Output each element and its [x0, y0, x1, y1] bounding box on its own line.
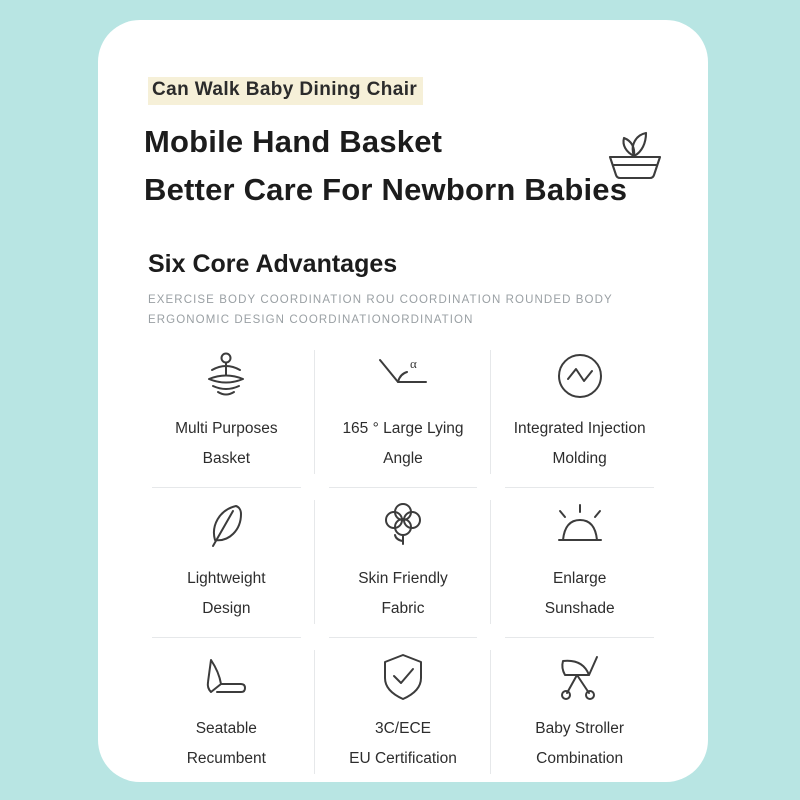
feature-caption-line-1: Enlarge: [552, 570, 607, 587]
feature-caption-line-2: Combination: [536, 750, 624, 768]
feature-caption: [187, 714, 266, 774]
feature-caption-line-1: 3C/ECE: [374, 720, 431, 737]
feature-caption: [349, 714, 457, 774]
feature-item-integrated-injection-molding: [491, 338, 668, 488]
product-poster-card: [98, 20, 708, 782]
subcopy-line-1: EXERCISE BODY COORDINATION ROU COORDINATION ROUNDED BODY: [148, 294, 613, 306]
sunshade-icon: [544, 498, 616, 556]
feature-caption: [175, 414, 278, 474]
seat-recline-icon: [190, 648, 262, 706]
feature-caption-line-1: Baby Stroller: [535, 720, 625, 737]
feature-caption: [358, 564, 448, 624]
shield-check-icon: [367, 648, 439, 706]
section-subcopy: [148, 290, 658, 330]
feature-item-lightweight-design: [138, 488, 315, 638]
feature-item-enlarge-sunshade: [491, 488, 668, 638]
feature-caption-line-1: 165 ° Large Lying: [342, 420, 464, 437]
feature-caption: [545, 564, 615, 624]
feature-caption: [535, 714, 624, 774]
feature-caption-line-1: Skin Friendly: [358, 570, 448, 587]
feature-caption-line-2: Sunshade: [544, 600, 615, 618]
cotton-flower-icon: [367, 498, 439, 556]
subcopy-line-2: ERGONOMIC DESIGN COORDINATIONORDINATION: [148, 314, 474, 327]
feature-item-multi-purposes-basket: [138, 338, 315, 488]
feather-icon: [190, 498, 262, 556]
feature-caption-line-1: Integrated Injection: [513, 420, 646, 437]
feature-caption: [342, 414, 463, 474]
feature-caption-line-2: Design: [202, 600, 251, 618]
feature-item-skin-friendly-fabric: [315, 488, 492, 638]
baby-basket-icon: [600, 125, 670, 185]
circle-wave-icon: [544, 348, 616, 406]
feature-caption: [514, 414, 646, 474]
headline-block: [144, 118, 644, 214]
feature-caption-line-1: Lightweight: [187, 570, 266, 587]
headline-line-1: Mobile Hand Basket: [144, 124, 443, 159]
tagline-badge: Can Walk Baby Dining Chair: [148, 77, 423, 105]
feature-item-eu-certification: [315, 638, 492, 788]
feature-caption-line-2: Recumbent: [186, 750, 266, 768]
baby-on-basket-icon: [190, 348, 262, 406]
headline-line-2: Better Care For Newborn Babies: [144, 172, 628, 208]
feature-caption-line-1: Multi Purposes: [175, 420, 278, 437]
feature-item-seatable-recumbent: [138, 638, 315, 788]
features-grid: [138, 338, 668, 788]
feature-caption-line-2: Molding: [552, 450, 607, 468]
section-title: Six Core Advantages: [148, 250, 398, 278]
angle-recline-icon: [367, 348, 439, 406]
feature-caption-line-2: Basket: [202, 450, 251, 468]
feature-caption: [187, 564, 265, 624]
svg-text:α: α: [409, 356, 417, 371]
feature-item-stroller-combination: [491, 638, 668, 788]
feature-caption-line-2: Angle: [383, 450, 423, 468]
feature-caption-line-1: Seatable: [195, 720, 257, 737]
stroller-icon: [544, 648, 616, 706]
feature-item-large-lying-angle: [315, 338, 492, 488]
feature-caption-line-2: EU Certification: [349, 750, 457, 768]
feature-caption-line-2: Fabric: [381, 600, 425, 618]
